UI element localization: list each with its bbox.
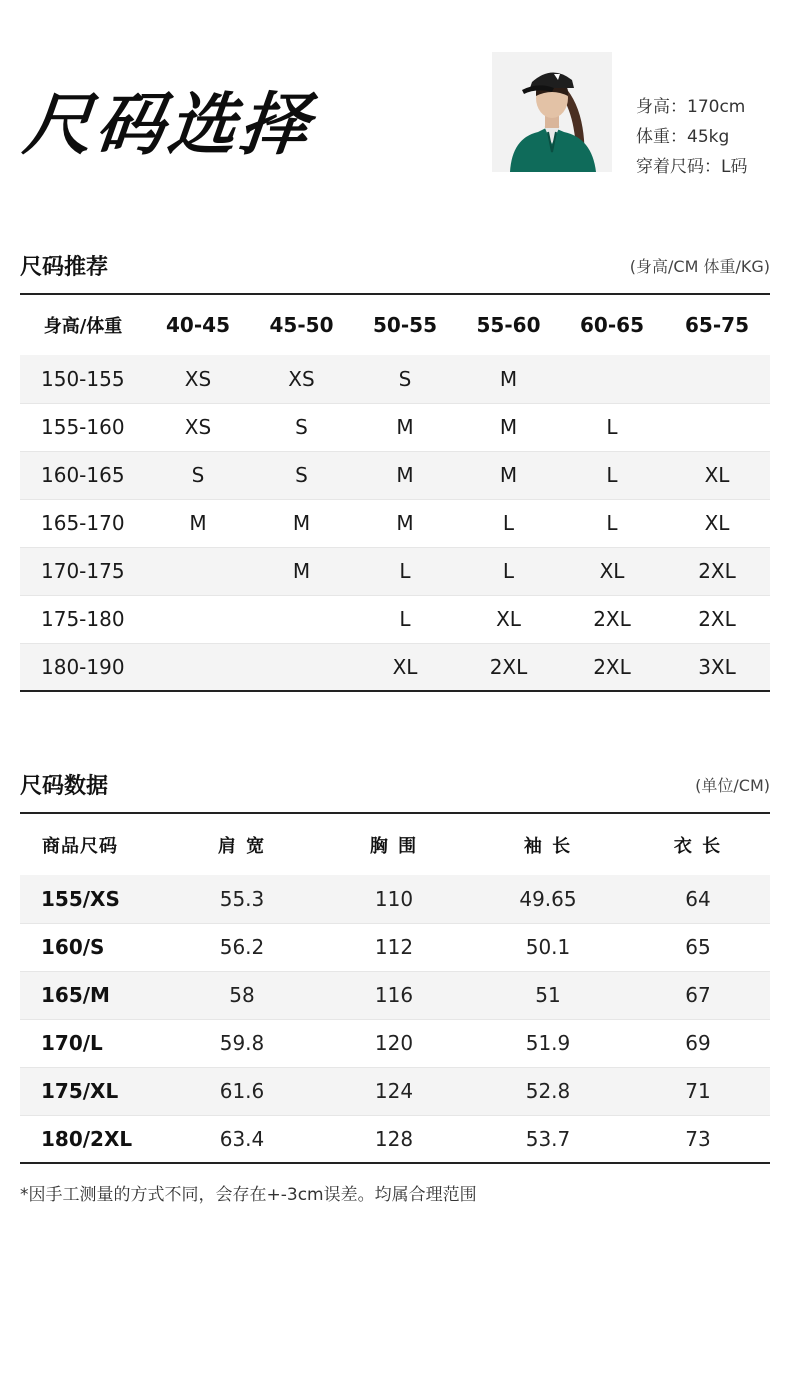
table-cell: 110 bbox=[374, 886, 414, 911]
row-label: 180-190 bbox=[20, 643, 146, 691]
table-cell: 51 bbox=[470, 971, 626, 1019]
table-cell: M bbox=[146, 499, 250, 547]
table-cell bbox=[664, 403, 770, 451]
model-height: 身高：170cm bbox=[636, 97, 746, 117]
table-cell: S bbox=[250, 403, 353, 451]
column-header: 50-55 bbox=[373, 313, 437, 337]
table-row bbox=[20, 547, 770, 595]
table-cell: XS bbox=[146, 403, 250, 451]
column-header: 65-75 bbox=[685, 313, 749, 337]
column-header: 身高/体重 bbox=[43, 316, 123, 337]
table-cell: 52.8 bbox=[470, 1067, 626, 1115]
table-cell: 2XL bbox=[664, 595, 770, 643]
column-header: 60-65 bbox=[580, 313, 644, 337]
table-cell bbox=[250, 595, 353, 643]
measurements-section-header bbox=[20, 769, 770, 799]
table-cell: L bbox=[560, 403, 664, 451]
table-row bbox=[20, 1115, 770, 1163]
table-cell: 73 bbox=[626, 1115, 770, 1163]
column-header: 45-50 bbox=[269, 313, 334, 337]
table-header-row bbox=[20, 294, 770, 355]
table-cell: 50.1 bbox=[470, 923, 626, 971]
table-cell: 61.6 bbox=[166, 1067, 318, 1115]
table-cell: S bbox=[250, 451, 353, 499]
table-cell: XS bbox=[184, 366, 212, 391]
table-cell: 67 bbox=[626, 971, 770, 1019]
row-label: 175/XL bbox=[20, 1067, 166, 1115]
table-row bbox=[20, 499, 770, 547]
table-cell: 116 bbox=[318, 971, 470, 1019]
column-header: 40-45 bbox=[166, 313, 230, 337]
column-header: 肩 宽 bbox=[217, 835, 267, 857]
table-cell bbox=[664, 355, 770, 403]
table-cell: 128 bbox=[318, 1115, 470, 1163]
row-label: 160/S bbox=[20, 923, 166, 971]
table-cell: XL bbox=[560, 547, 664, 595]
row-label: 170-175 bbox=[20, 547, 146, 595]
row-label: 150-155 bbox=[41, 366, 125, 391]
table-cell: XL bbox=[664, 451, 770, 499]
table-cell: M bbox=[353, 451, 457, 499]
row-label: 155/XS bbox=[41, 886, 120, 911]
row-label: 160-165 bbox=[20, 451, 146, 499]
table-cell: XS bbox=[288, 366, 315, 391]
table-cell: 3XL bbox=[664, 643, 770, 691]
recommend-unit: (身高/CM 体重/KG) bbox=[629, 257, 770, 276]
table-cell: L bbox=[353, 595, 457, 643]
table-row bbox=[20, 643, 770, 691]
table-row bbox=[20, 1019, 770, 1067]
table-row bbox=[20, 403, 770, 451]
table-cell: 53.7 bbox=[470, 1115, 626, 1163]
table-row bbox=[20, 1067, 770, 1115]
table-cell: L bbox=[560, 451, 664, 499]
row-label: 165-170 bbox=[20, 499, 146, 547]
table-cell: 2XL bbox=[560, 643, 664, 691]
row-label: 155-160 bbox=[20, 403, 146, 451]
table-cell: M bbox=[457, 451, 560, 499]
table-cell: L bbox=[353, 547, 457, 595]
table-cell: M bbox=[353, 499, 457, 547]
table-cell bbox=[146, 595, 250, 643]
table-cell: S bbox=[398, 366, 412, 391]
model-info bbox=[636, 92, 747, 182]
table-cell: M bbox=[499, 366, 518, 391]
table-row bbox=[20, 971, 770, 1019]
column-header: 衣 长 bbox=[673, 835, 723, 857]
table-cell: 56.2 bbox=[166, 923, 318, 971]
table-row bbox=[20, 875, 770, 923]
row-label: 170/L bbox=[20, 1019, 166, 1067]
table-cell: 65 bbox=[626, 923, 770, 971]
table-row bbox=[20, 923, 770, 971]
table-cell: L bbox=[560, 499, 664, 547]
table-cell: 2XL bbox=[457, 643, 560, 691]
table-cell: 49.65 bbox=[519, 886, 577, 911]
page-title: 尺码选择 bbox=[19, 86, 317, 165]
table-cell: XL bbox=[457, 595, 560, 643]
model-photo bbox=[492, 52, 612, 172]
size-measurement-table bbox=[20, 812, 770, 1164]
table-cell: M bbox=[353, 403, 457, 451]
table-cell: M bbox=[250, 499, 353, 547]
row-label: 180/2XL bbox=[20, 1115, 166, 1163]
row-label: 165/M bbox=[20, 971, 166, 1019]
table-cell: 2XL bbox=[664, 547, 770, 595]
table-cell: S bbox=[146, 451, 250, 499]
table-cell bbox=[146, 547, 250, 595]
table-row bbox=[20, 595, 770, 643]
table-cell: XL bbox=[353, 643, 457, 691]
column-header: 55-60 bbox=[476, 313, 541, 337]
table-cell: 69 bbox=[626, 1019, 770, 1067]
table-cell: 64 bbox=[685, 886, 711, 911]
table-cell: 59.8 bbox=[166, 1019, 318, 1067]
table-cell: 51.9 bbox=[470, 1019, 626, 1067]
table-cell: 2XL bbox=[560, 595, 664, 643]
measurements-title: 尺码数据 bbox=[20, 774, 109, 799]
table-cell: XL bbox=[664, 499, 770, 547]
model-figure-icon bbox=[492, 52, 612, 172]
column-header: 袖 长 bbox=[523, 835, 573, 857]
recommend-title: 尺码推荐 bbox=[20, 255, 109, 280]
size-recommend-table bbox=[20, 293, 770, 692]
column-header: 商品尺码 bbox=[42, 835, 118, 857]
row-label: 175-180 bbox=[20, 595, 146, 643]
recommend-section-header bbox=[20, 250, 770, 280]
table-cell: M bbox=[250, 547, 353, 595]
table-cell: L bbox=[457, 499, 560, 547]
table-header-row bbox=[20, 813, 770, 875]
table-cell: 63.4 bbox=[166, 1115, 318, 1163]
table-cell bbox=[560, 355, 664, 403]
table-cell: 112 bbox=[318, 923, 470, 971]
table-cell bbox=[146, 643, 250, 691]
measurement-note: *因手工测量的方式不同，会存在+-3cm误差。均属合理范围 bbox=[20, 1185, 477, 1205]
model-size: 穿着尺码：L码 bbox=[636, 157, 748, 177]
table-cell: 71 bbox=[626, 1067, 770, 1115]
table-cell: M bbox=[457, 403, 560, 451]
column-header: 胸 围 bbox=[369, 835, 419, 857]
table-cell: 124 bbox=[318, 1067, 470, 1115]
table-cell: L bbox=[457, 547, 560, 595]
table-row bbox=[20, 451, 770, 499]
table-cell bbox=[250, 643, 353, 691]
measurements-unit: (单位/CM) bbox=[695, 776, 770, 795]
model-weight: 体重：45kg bbox=[636, 127, 730, 147]
table-cell: 120 bbox=[318, 1019, 470, 1067]
table-cell: 58 bbox=[166, 971, 318, 1019]
table-cell: 55.3 bbox=[219, 886, 265, 911]
table-row bbox=[20, 355, 770, 403]
